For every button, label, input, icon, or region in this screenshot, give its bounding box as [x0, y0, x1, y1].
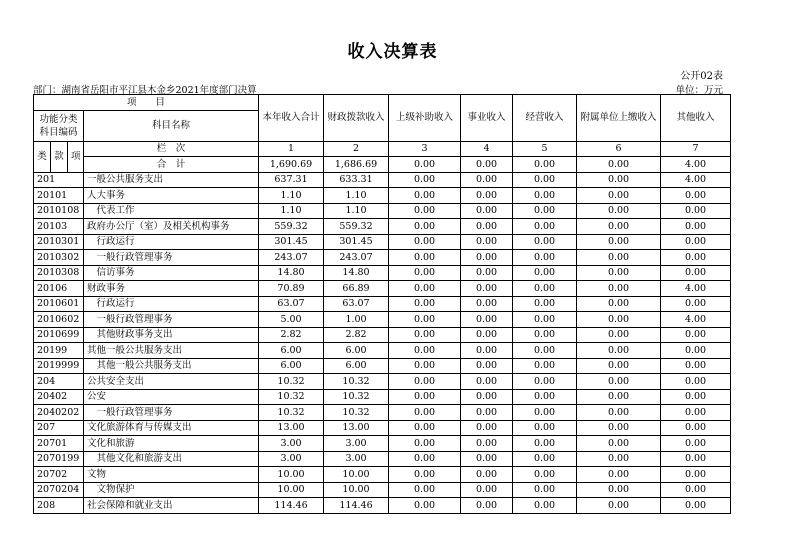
row-code: 20101 — [34, 188, 84, 204]
row-value: 6.00 — [259, 358, 324, 374]
row-value: 0.00 — [389, 498, 461, 514]
row-code: 20103 — [34, 219, 84, 235]
row-value: 243.07 — [259, 250, 324, 266]
row-value: 0.00 — [461, 203, 513, 219]
row-value: 301.45 — [324, 234, 389, 250]
row-value: 0.00 — [513, 405, 577, 421]
row-value: 0.00 — [661, 265, 731, 281]
row-value: 0.00 — [513, 250, 577, 266]
row-value: 0.00 — [577, 467, 661, 483]
row-value: 0.00 — [577, 219, 661, 235]
total-value: 1,686.69 — [324, 157, 389, 173]
header-xiang: 项 — [68, 141, 84, 172]
row-value: 0.00 — [513, 420, 577, 436]
row-code: 201 — [34, 172, 84, 188]
row-value: 0.00 — [577, 250, 661, 266]
total-label: 合 计 — [84, 157, 259, 173]
row-code: 2010601 — [34, 296, 84, 312]
row-name: 行政运行 — [84, 234, 259, 250]
row-value: 0.00 — [577, 188, 661, 204]
row-value: 243.07 — [324, 250, 389, 266]
table-row — [34, 451, 731, 467]
total-value: 4.00 — [661, 157, 731, 173]
row-value: 0.00 — [513, 312, 577, 328]
row-value: 0.00 — [389, 172, 461, 188]
table-row — [34, 405, 731, 421]
row-value: 0.00 — [577, 405, 661, 421]
row-code: 2010108 — [34, 203, 84, 219]
row-value: 6.00 — [324, 358, 389, 374]
header-row-1 — [34, 95, 731, 111]
table-row — [34, 203, 731, 219]
row-name: 一般行政管理事务 — [84, 250, 259, 266]
row-value: 0.00 — [389, 436, 461, 452]
row-value: 0.00 — [513, 234, 577, 250]
row-value: 114.46 — [324, 498, 389, 514]
row-value: 10.00 — [324, 467, 389, 483]
row-value: 0.00 — [513, 265, 577, 281]
total-value: 0.00 — [461, 157, 513, 173]
table-row — [34, 358, 731, 374]
header-item: 项 目 — [34, 95, 259, 111]
row-code: 20106 — [34, 281, 84, 297]
row-value: 0.00 — [661, 296, 731, 312]
row-value: 0.00 — [389, 343, 461, 359]
row-value: 0.00 — [661, 219, 731, 235]
header-row-label: 栏 次 — [84, 141, 259, 157]
table-row — [34, 374, 731, 390]
row-value: 0.00 — [461, 312, 513, 328]
row-value: 1.10 — [259, 188, 324, 204]
row-name: 文物保护 — [84, 482, 259, 498]
row-value: 10.00 — [259, 482, 324, 498]
row-value: 0.00 — [577, 296, 661, 312]
header-lei: 类 — [34, 141, 51, 172]
row-value: 1.10 — [259, 203, 324, 219]
row-value: 0.00 — [513, 343, 577, 359]
row-value: 3.00 — [259, 451, 324, 467]
row-value: 0.00 — [661, 467, 731, 483]
row-code: 2010308 — [34, 265, 84, 281]
row-name: 文化和旅游 — [84, 436, 259, 452]
row-name: 一般行政管理事务 — [84, 405, 259, 421]
row-value: 0.00 — [461, 358, 513, 374]
row-value: 0.00 — [577, 265, 661, 281]
col-num: 1 — [259, 141, 324, 157]
row-value: 0.00 — [461, 172, 513, 188]
row-value: 0.00 — [661, 343, 731, 359]
row-code: 204 — [34, 374, 84, 390]
row-code: 20199 — [34, 343, 84, 359]
row-value: 10.32 — [324, 389, 389, 405]
row-value: 0.00 — [461, 265, 513, 281]
row-value: 66.89 — [324, 281, 389, 297]
row-value: 3.00 — [259, 436, 324, 452]
row-value: 1.10 — [324, 203, 389, 219]
row-value: 0.00 — [389, 296, 461, 312]
row-value: 0.00 — [513, 358, 577, 374]
row-name: 其他财政事务支出 — [84, 327, 259, 343]
row-value: 0.00 — [389, 234, 461, 250]
header-kuan: 款 — [51, 141, 68, 172]
row-value: 13.00 — [324, 420, 389, 436]
table-row — [34, 234, 731, 250]
department-label: 部门：湖南省岳阳市平江县木金乡2021年度部门决算 — [33, 85, 257, 96]
row-value: 0.00 — [461, 451, 513, 467]
row-value: 0.00 — [461, 296, 513, 312]
row-value: 4.00 — [661, 281, 731, 297]
row-value: 0.00 — [389, 265, 461, 281]
row-value: 0.00 — [513, 436, 577, 452]
row-value: 0.00 — [661, 358, 731, 374]
row-value: 0.00 — [389, 250, 461, 266]
header-row-4 — [34, 141, 731, 157]
row-code: 207 — [34, 420, 84, 436]
row-value: 0.00 — [577, 420, 661, 436]
row-value: 6.00 — [259, 343, 324, 359]
row-value: 4.00 — [661, 172, 731, 188]
row-value: 0.00 — [661, 420, 731, 436]
row-value: 0.00 — [661, 498, 731, 514]
row-name: 信访事务 — [84, 265, 259, 281]
row-value: 0.00 — [389, 281, 461, 297]
row-value: 0.00 — [389, 451, 461, 467]
row-name: 社会保障和就业支出 — [84, 498, 259, 514]
row-name: 财政事务 — [84, 281, 259, 297]
row-value: 0.00 — [513, 482, 577, 498]
row-value: 0.00 — [661, 234, 731, 250]
total-value: 1,690.69 — [259, 157, 324, 173]
row-value: 559.32 — [324, 219, 389, 235]
header-subject-name: 科目名称 — [84, 110, 259, 141]
row-value: 0.00 — [461, 281, 513, 297]
table-row — [34, 482, 731, 498]
page-title: 收入决算表 — [347, 42, 438, 62]
row-name: 公共安全支出 — [84, 374, 259, 390]
row-value: 637.31 — [259, 172, 324, 188]
row-value: 2.82 — [259, 327, 324, 343]
row-code: 2019999 — [34, 358, 84, 374]
row-value: 0.00 — [461, 482, 513, 498]
row-name: 政府办公厅（室）及相关机构事务 — [84, 219, 259, 235]
row-value: 0.00 — [389, 374, 461, 390]
row-value: 0.00 — [461, 219, 513, 235]
row-value: 0.00 — [389, 188, 461, 204]
row-value: 0.00 — [661, 374, 731, 390]
row-value: 0.00 — [461, 436, 513, 452]
row-value: 0.00 — [577, 374, 661, 390]
row-value: 3.00 — [324, 451, 389, 467]
row-value: 0.00 — [461, 374, 513, 390]
row-name: 文化旅游体育与传媒支出 — [84, 420, 259, 436]
row-value: 0.00 — [389, 420, 461, 436]
row-value: 0.00 — [389, 219, 461, 235]
table-row — [34, 436, 731, 452]
row-value: 0.00 — [661, 389, 731, 405]
row-value: 63.07 — [259, 296, 324, 312]
header-col-superior: 上级补助收入 — [389, 95, 461, 142]
row-value: 0.00 — [389, 482, 461, 498]
col-num: 2 — [324, 141, 389, 157]
row-value: 0.00 — [461, 188, 513, 204]
row-name: 一般公共服务支出 — [84, 172, 259, 188]
header-func-code: 功能分类科目编码 — [34, 110, 84, 141]
row-value: 0.00 — [513, 467, 577, 483]
header-col-fiscal: 财政拨款收入 — [324, 95, 389, 142]
row-value: 0.00 — [513, 219, 577, 235]
header-col-other: 其他收入 — [661, 95, 731, 142]
row-value: 559.32 — [259, 219, 324, 235]
table-row — [34, 281, 731, 297]
row-value: 0.00 — [461, 389, 513, 405]
row-value: 0.00 — [661, 250, 731, 266]
row-value: 3.00 — [324, 436, 389, 452]
row-code: 208 — [34, 498, 84, 514]
row-value: 14.80 — [324, 265, 389, 281]
row-value: 0.00 — [389, 358, 461, 374]
table-row — [34, 219, 731, 235]
row-code: 20402 — [34, 389, 84, 405]
row-name: 代表工作 — [84, 203, 259, 219]
col-num: 5 — [513, 141, 577, 157]
row-value: 0.00 — [577, 172, 661, 188]
total-value: 0.00 — [577, 157, 661, 173]
row-code: 2070199 — [34, 451, 84, 467]
col-num: 4 — [461, 141, 513, 157]
table-row — [34, 389, 731, 405]
row-value: 0.00 — [513, 296, 577, 312]
row-value: 0.00 — [513, 451, 577, 467]
row-value: 2.82 — [324, 327, 389, 343]
total-row — [34, 157, 731, 173]
row-value: 10.32 — [259, 389, 324, 405]
table-row — [34, 312, 731, 328]
header-col-business: 事业收入 — [461, 95, 513, 142]
row-value: 0.00 — [389, 327, 461, 343]
row-name: 一般行政管理事务 — [84, 312, 259, 328]
col-num: 3 — [389, 141, 461, 157]
income-table — [33, 94, 731, 514]
row-value: 0.00 — [577, 389, 661, 405]
row-value: 0.00 — [577, 436, 661, 452]
row-value: 10.00 — [324, 482, 389, 498]
row-value: 0.00 — [389, 203, 461, 219]
row-value: 0.00 — [389, 389, 461, 405]
row-code: 2010302 — [34, 250, 84, 266]
row-value: 10.00 — [259, 467, 324, 483]
unit-label: 单位：万元 — [675, 85, 723, 96]
row-value: 301.45 — [259, 234, 324, 250]
row-value: 13.00 — [259, 420, 324, 436]
row-value: 1.10 — [324, 188, 389, 204]
row-value: 0.00 — [577, 343, 661, 359]
row-value: 0.00 — [661, 327, 731, 343]
table-row — [34, 343, 731, 359]
row-value: 0.00 — [461, 420, 513, 436]
row-value: 0.00 — [461, 405, 513, 421]
row-value: 633.31 — [324, 172, 389, 188]
row-value: 0.00 — [577, 498, 661, 514]
row-value: 0.00 — [577, 312, 661, 328]
row-value: 0.00 — [661, 405, 731, 421]
row-value: 0.00 — [577, 482, 661, 498]
row-value: 63.07 — [324, 296, 389, 312]
row-name: 其他文化和旅游支出 — [84, 451, 259, 467]
table-row — [34, 498, 731, 514]
row-value: 14.80 — [259, 265, 324, 281]
row-value: 0.00 — [661, 451, 731, 467]
row-value: 0.00 — [577, 234, 661, 250]
row-value: 0.00 — [513, 203, 577, 219]
row-value: 10.32 — [324, 374, 389, 390]
row-code: 2010699 — [34, 327, 84, 343]
row-value: 0.00 — [513, 389, 577, 405]
row-name: 人大事务 — [84, 188, 259, 204]
table-row — [34, 250, 731, 266]
row-value: 5.00 — [259, 312, 324, 328]
row-value: 0.00 — [661, 203, 731, 219]
row-value: 0.00 — [389, 405, 461, 421]
row-value: 0.00 — [577, 281, 661, 297]
row-code: 20701 — [34, 436, 84, 452]
row-value: 0.00 — [461, 250, 513, 266]
row-name: 公安 — [84, 389, 259, 405]
form-number: 公开02表 — [680, 71, 723, 82]
row-value: 10.32 — [259, 374, 324, 390]
row-value: 1.00 — [324, 312, 389, 328]
row-name: 其他一般公共服务支出 — [84, 343, 259, 359]
header-col-affiliated: 附属单位上缴收入 — [577, 95, 661, 142]
table-row — [34, 467, 731, 483]
row-value: 6.00 — [324, 343, 389, 359]
row-value: 0.00 — [513, 374, 577, 390]
table-row — [34, 420, 731, 436]
header-col-total: 本年收入合计 — [259, 95, 324, 142]
total-value: 0.00 — [513, 157, 577, 173]
row-value: 10.32 — [259, 405, 324, 421]
row-name: 其他一般公共服务支出 — [84, 358, 259, 374]
row-code: 2040202 — [34, 405, 84, 421]
row-code: 2070204 — [34, 482, 84, 498]
row-value: 70.89 — [259, 281, 324, 297]
row-value: 4.00 — [661, 312, 731, 328]
table-row — [34, 188, 731, 204]
row-value: 114.46 — [259, 498, 324, 514]
row-value: 0.00 — [513, 498, 577, 514]
col-num: 6 — [577, 141, 661, 157]
row-value: 0.00 — [513, 281, 577, 297]
row-value: 0.00 — [577, 451, 661, 467]
col-num: 7 — [661, 141, 731, 157]
row-code: 20702 — [34, 467, 84, 483]
header-col-operating: 经营收入 — [513, 95, 577, 142]
row-value: 0.00 — [389, 467, 461, 483]
row-value: 0.00 — [661, 436, 731, 452]
row-value: 0.00 — [461, 234, 513, 250]
table-row — [34, 172, 731, 188]
row-value: 0.00 — [513, 188, 577, 204]
row-value: 0.00 — [461, 327, 513, 343]
row-value: 0.00 — [661, 482, 731, 498]
row-value: 0.00 — [577, 203, 661, 219]
row-code: 2010602 — [34, 312, 84, 328]
row-value: 0.00 — [513, 327, 577, 343]
row-value: 0.00 — [513, 172, 577, 188]
row-name: 行政运行 — [84, 296, 259, 312]
row-value: 0.00 — [577, 327, 661, 343]
total-value: 0.00 — [389, 157, 461, 173]
row-value: 0.00 — [661, 188, 731, 204]
table-row — [34, 327, 731, 343]
row-value: 0.00 — [461, 343, 513, 359]
row-value: 0.00 — [389, 312, 461, 328]
row-value: 0.00 — [461, 467, 513, 483]
row-value: 0.00 — [577, 358, 661, 374]
table-row — [34, 265, 731, 281]
row-name: 文物 — [84, 467, 259, 483]
row-code: 2010301 — [34, 234, 84, 250]
row-value: 0.00 — [461, 498, 513, 514]
row-value: 10.32 — [324, 405, 389, 421]
table-row — [34, 296, 731, 312]
